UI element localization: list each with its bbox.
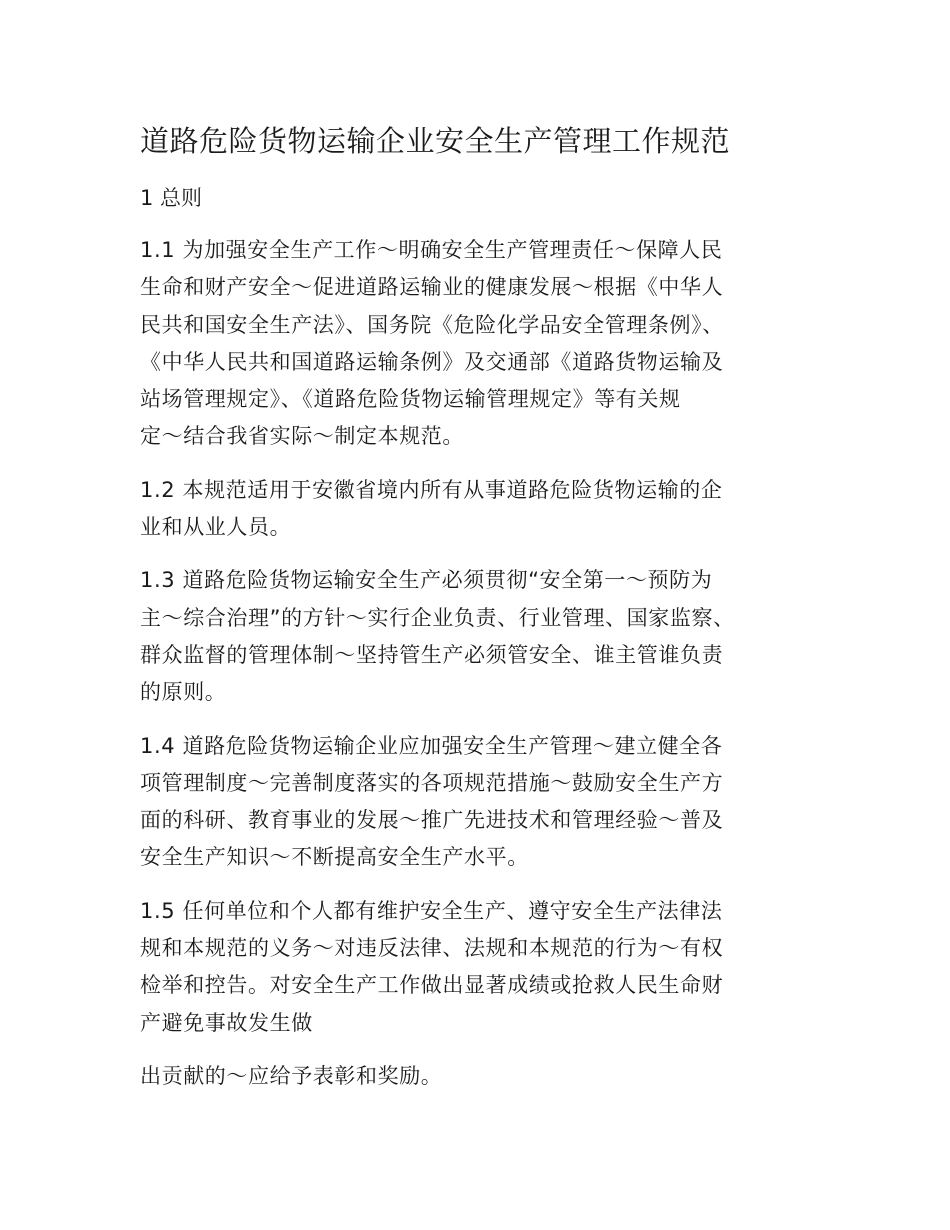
paragraph-line: 群众监督的管理体制～坚持管生产必须管安全、谁主管谁负责	[140, 642, 724, 667]
paragraph-line: 安全生产知识～不断提高安全生产水平。	[140, 845, 529, 870]
paragraph-line: 《中华人民共和国道路运输条例》及交通部《道路货物运输及	[140, 349, 724, 374]
paragraph-line: 1.3 道路危险货物运输安全生产必须贯彻“安全第一～预防为	[140, 568, 713, 593]
section-heading: 1 总则	[140, 186, 203, 210]
paragraph-line: 的原则。	[140, 680, 227, 705]
paragraph-1-5-continued	[140, 1058, 805, 1095]
paragraph-line: 1.1 为加强安全生产工作～明确安全生产管理责任～保障人民	[140, 238, 723, 262]
paragraph-line: 项管理制度～完善制度落实的各项规范措施～鼓励安全生产方	[140, 770, 724, 795]
paragraph-1-1	[140, 232, 805, 456]
paragraph-line: 生命和财产安全～促进道路运输业的健康发展～根据《中华人	[140, 275, 724, 300]
paragraph-line: 检举和控告。对安全生产工作做出显著成绩或抢救人民生命财	[140, 973, 724, 998]
paragraph-line: 面的科研、教育事业的发展～推广先进技术和管理经验～普及	[140, 808, 724, 833]
paragraph-line: 出贡献的～应给予表彰和奖励。	[140, 1063, 443, 1088]
paragraph-line: 定～结合我省实际～制定本规范。	[140, 424, 464, 449]
paragraph-line: 规和本规范的义务～对违反法律、法规和本规范的行为～有权	[140, 936, 724, 961]
paragraph-1-4	[140, 728, 805, 877]
paragraph-line: 站场管理规定》、《道路危险货物运输管理规定》等有关规	[140, 387, 681, 412]
paragraph-line: 民共和国安全生产法》、国务院《危险化学品安全管理条例》、	[140, 312, 724, 337]
document-body	[140, 118, 805, 1111]
paragraph-line: 业和从业人员。	[140, 515, 292, 540]
paragraph-1-2	[140, 472, 805, 547]
paragraph-line: 1.5 任何单位和个人都有维护安全生产、遵守安全生产法律法	[140, 898, 723, 923]
paragraph-line: 1.2 本规范适用于安徽省境内所有从事道路危险货物运输的企	[140, 477, 723, 502]
paragraph-1-5	[140, 893, 805, 1042]
paragraph-1-3	[140, 562, 805, 711]
paragraph-line: 主～综合治理”的方针～实行企业负责、行业管理、国家监察、	[140, 605, 735, 630]
document-title: 道路危险货物运输企业安全生产管理工作规范	[140, 124, 731, 158]
paragraph-line: 1.4 道路危险货物运输企业应加强安全生产管理～建立健全各	[140, 733, 723, 758]
paragraph-line: 产避免事故发生做	[140, 1010, 313, 1035]
